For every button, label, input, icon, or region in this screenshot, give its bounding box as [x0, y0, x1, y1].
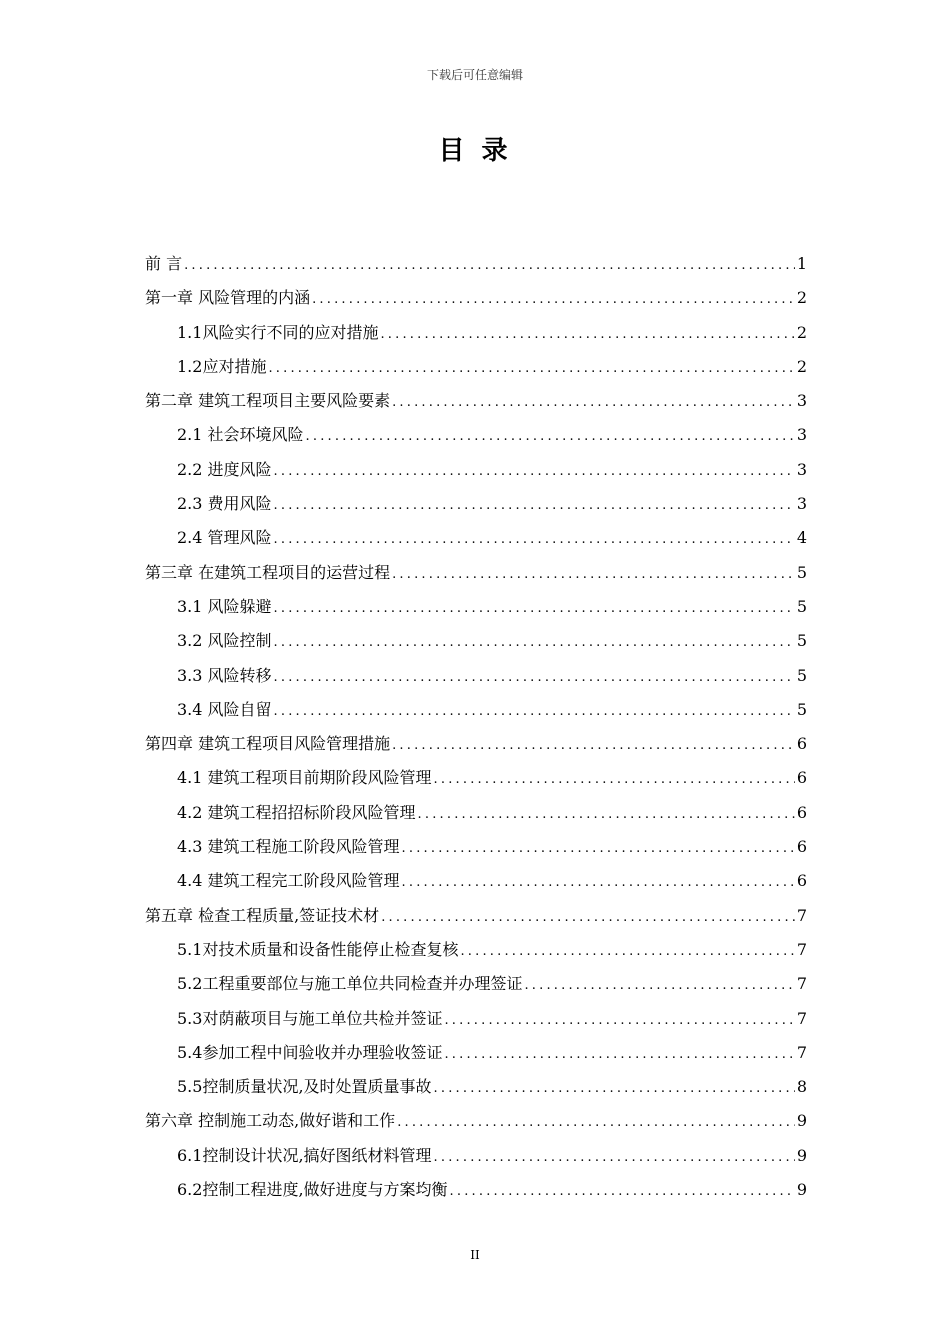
toc-dot-leader: [397, 1106, 795, 1138]
toc-dot-leader: [274, 592, 795, 624]
toc-dot-leader: [274, 695, 795, 727]
toc-entry-page: 1: [796, 254, 807, 273]
toc-entry-label: 6.2控制工程进度,做好进度与方案均衡: [177, 1180, 448, 1200]
toc-dot-leader: [184, 249, 795, 281]
toc-dot-leader: [274, 455, 795, 487]
toc-entry-page: 9: [796, 1145, 807, 1165]
toc-entry[interactable]: [145, 556, 807, 590]
toc-entry-label: 2.1 社会环境风险: [177, 425, 304, 445]
toc-dot-leader: [274, 523, 795, 555]
toc-dot-leader: [306, 420, 795, 452]
table-of-contents: [145, 247, 807, 1207]
toc-dot-leader: [381, 901, 795, 933]
toc-entry-page: 5: [796, 562, 807, 582]
toc-dot-leader: [402, 832, 795, 864]
toc-entry-page: 7: [796, 905, 807, 925]
toc-entry-page: 5: [796, 596, 807, 616]
toc-entry[interactable]: [145, 761, 807, 795]
toc-dot-leader: [524, 969, 794, 1001]
header-note: 下载后可任意编辑: [426, 68, 523, 82]
toc-entry[interactable]: [145, 590, 807, 624]
toc-entry-label: 第四章 建筑工程项目风险管理措施: [145, 734, 391, 754]
toc-entry-label: 4.2 建筑工程招招标阶段风险管理: [177, 802, 416, 822]
toc-dot-leader: [434, 1141, 795, 1173]
toc-entry[interactable]: [145, 453, 807, 487]
toc-dot-leader: [268, 352, 794, 384]
toc-entry-label: 3.4 风险自留: [177, 699, 272, 719]
toc-entry-page: 2: [796, 322, 807, 342]
page-title: 目 录: [438, 136, 512, 166]
toc-entry-page: 6: [796, 734, 807, 754]
toc-entry-page: 2: [796, 356, 807, 376]
toc-entry-label: 4.3 建筑工程施工阶段风险管理: [177, 837, 400, 857]
toc-entry-page: 3: [796, 459, 807, 479]
toc-entry[interactable]: [145, 247, 807, 281]
toc-dot-leader: [312, 283, 795, 315]
toc-entry-label: 1.2应对措施: [177, 356, 267, 376]
toc-entry[interactable]: [145, 864, 807, 898]
toc-entry-page: 7: [796, 974, 807, 994]
toc-entry-label: 4.1 建筑工程项目前期阶段风险管理: [177, 768, 432, 788]
toc-entry-page: 5: [796, 665, 807, 685]
toc-dot-leader: [434, 1072, 795, 1104]
toc-dot-leader: [402, 866, 795, 898]
toc-entry[interactable]: [145, 967, 807, 1001]
toc-entry-label: 3.1 风险躲避: [177, 596, 272, 616]
toc-entry-label: 前 言: [145, 254, 183, 273]
toc-entry-label: 2.4 管理风险: [177, 528, 272, 548]
toc-entry-page: 4: [796, 528, 807, 548]
toc-entry[interactable]: [145, 899, 807, 933]
toc-entry-page: 6: [796, 871, 807, 891]
toc-entry-page: 5: [796, 699, 807, 719]
toc-entry-page: 6: [796, 802, 807, 822]
toc-entry-page: 6: [796, 768, 807, 788]
toc-entry-page: 7: [796, 1008, 807, 1028]
toc-entry-label: 5.2工程重要部位与施工单位共同检查并办理签证: [177, 974, 523, 994]
toc-entry[interactable]: [145, 1104, 807, 1138]
toc-entry-page: 2: [796, 288, 807, 308]
toc-entry[interactable]: [145, 418, 807, 452]
toc-dot-leader: [392, 729, 795, 761]
toc-entry[interactable]: [145, 624, 807, 658]
toc-dot-leader: [460, 935, 794, 967]
toc-entry[interactable]: [145, 659, 807, 693]
toc-entry-label: 5.1对技术质量和设备性能停止检查复核: [177, 939, 459, 959]
page-number: II: [470, 1248, 480, 1262]
toc-entry-label: 第二章 建筑工程项目主要风险要素: [145, 391, 391, 411]
toc-dot-leader: [380, 318, 794, 350]
toc-entry[interactable]: [145, 384, 807, 418]
toc-entry[interactable]: [145, 693, 807, 727]
toc-dot-leader: [450, 1175, 795, 1207]
toc-entry[interactable]: [145, 316, 807, 350]
toc-dot-leader: [274, 626, 795, 658]
toc-entry[interactable]: [145, 521, 807, 555]
toc-entry-page: 3: [796, 391, 807, 411]
toc-dot-leader: [274, 661, 795, 693]
toc-dot-leader: [434, 763, 795, 795]
toc-entry-page: 9: [796, 1111, 807, 1131]
toc-entry[interactable]: [145, 350, 807, 384]
toc-entry-label: 4.4 建筑工程完工阶段风险管理: [177, 871, 400, 891]
toc-entry-page: 3: [796, 494, 807, 514]
toc-entry-page: 7: [796, 1042, 807, 1062]
toc-entry-label: 第五章 检查工程质量,签证技术材: [145, 905, 380, 925]
toc-entry[interactable]: [145, 1002, 807, 1036]
toc-entry[interactable]: [145, 830, 807, 864]
toc-entry-label: 2.2 进度风险: [177, 459, 272, 479]
toc-entry[interactable]: [145, 933, 807, 967]
toc-entry-page: 8: [796, 1077, 807, 1097]
toc-dot-leader: [392, 386, 795, 418]
toc-entry-page: 3: [796, 425, 807, 445]
toc-entry-label: 第六章 控制施工动态,做好谐和工作: [145, 1111, 396, 1131]
toc-dot-leader: [274, 489, 795, 521]
toc-entry-label: 6.1控制设计状况,搞好图纸材料管理: [177, 1145, 432, 1165]
toc-entry[interactable]: [145, 727, 807, 761]
toc-entry[interactable]: [145, 1139, 807, 1173]
toc-dot-leader: [418, 798, 795, 830]
toc-dot-leader: [444, 1004, 794, 1036]
toc-entry-page: 7: [796, 939, 807, 959]
toc-entry[interactable]: [145, 796, 807, 830]
toc-entry-label: 1.1风险实行不同的应对措施: [177, 322, 379, 342]
toc-entry-label: 2.3 费用风险: [177, 494, 272, 514]
toc-entry-label: 第一章 风险管理的内涵: [145, 288, 311, 308]
toc-entry-page: 6: [796, 837, 807, 857]
toc-entry[interactable]: [145, 1173, 807, 1207]
toc-entry[interactable]: [145, 281, 807, 315]
toc-entry-label: 5.5控制质量状况,及时处置质量事故: [177, 1077, 432, 1097]
toc-entry-page: 9: [796, 1180, 807, 1200]
toc-entry-label: 第三章 在建筑工程项目的运营过程: [145, 562, 391, 582]
toc-entry-label: 3.3 风险转移: [177, 665, 272, 685]
toc-entry[interactable]: [145, 1036, 807, 1070]
toc-entry-label: 5.3对荫蔽项目与施工单位共检并签证: [177, 1008, 443, 1028]
toc-dot-leader: [444, 1038, 794, 1070]
toc-entry[interactable]: [145, 1070, 807, 1104]
toc-entry-page: 5: [796, 631, 807, 651]
toc-entry-label: 5.4参加工程中间验收并办理验收签证: [177, 1042, 443, 1062]
toc-dot-leader: [392, 558, 795, 590]
toc-entry-label: 3.2 风险控制: [177, 631, 272, 651]
toc-entry[interactable]: [145, 487, 807, 521]
